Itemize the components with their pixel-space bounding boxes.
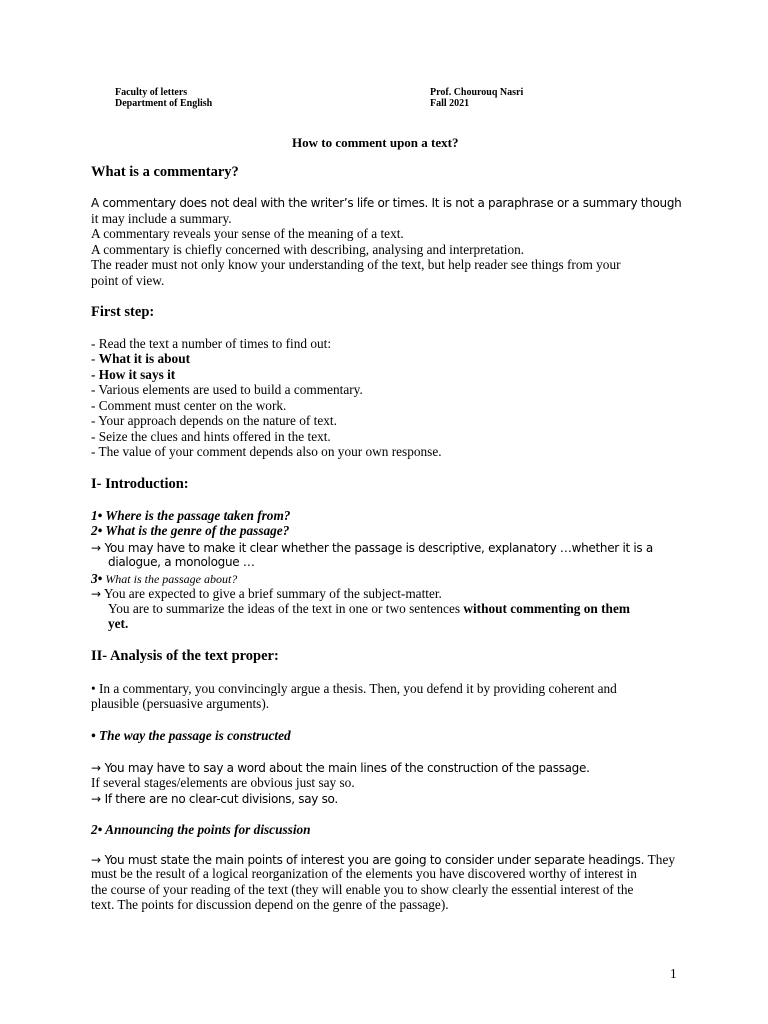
first-step-line: - Various elements are used to build a commentary. (91, 382, 363, 397)
what-it-is-about: What it is about (98, 351, 191, 366)
heading-first-step: First step: (91, 304, 155, 320)
commentary-line: A commentary reveals your sense of the meaning of a text. (91, 226, 404, 241)
commentary-line: A commentary does not deal with the writer’s life or times. It is not a paraphrase or a summary though (91, 196, 682, 210)
first-step-line: - Comment must center on the work. (91, 398, 287, 413)
construction-line (91, 790, 338, 808)
dash: - (91, 351, 99, 366)
discussion-line: the course of your reading of the text (they will enable you to show clearly the essential interest of the (91, 882, 634, 897)
intro-answer-2-cont: dialogue, a monologue … (108, 555, 255, 569)
intro-question-1: 1• Where is the passage taken from? (91, 508, 291, 523)
arrow-icon: → (91, 792, 102, 806)
header-professor: Prof. Chourouq Nasri (430, 87, 524, 98)
subheading-construction: • The way the passage is constructed (91, 728, 291, 743)
subheading-points-for-discussion: 2• Announcing the points for discussion (91, 822, 311, 837)
summary-instruction: You are to summarize the ideas of the text in one or two sentences (108, 601, 464, 616)
heading-what-is-commentary: What is a commentary? (91, 164, 239, 180)
first-step-line: - Seize the clues and hints offered in the text. (91, 429, 331, 444)
commentary-line: A commentary is chiefly concerned with describing, analysing and interpretation. (91, 242, 525, 257)
first-step-line: - The value of your comment depends also on your own response. (91, 444, 442, 459)
heading-introduction: I- Introduction: (91, 476, 189, 492)
arrow-icon: → (91, 761, 102, 775)
first-step-line: - Read the text a number of times to find out: (91, 336, 332, 351)
header-faculty: Faculty of letters (115, 87, 188, 98)
discussion-line: must be the result of a logical reorganization of the elements you have discovered worthy of interest in (91, 866, 637, 881)
first-step-line: - How it says it (91, 367, 176, 382)
intro-answer-3-text: You are expected to give a brief summary of the subject-matter. (101, 586, 442, 601)
arrow-icon: → (91, 541, 102, 555)
without-commenting: without commenting on them (463, 601, 630, 616)
header-department: Department of English (115, 98, 213, 109)
header-term: Fall 2021 (430, 98, 470, 109)
commentary-line: The reader must not only know your understanding of the text, but help reader see things from your (91, 257, 621, 272)
arrow-icon: → (91, 587, 102, 601)
heading-analysis: II- Analysis of the text proper: (91, 648, 279, 664)
page-number: 1 (670, 966, 677, 981)
first-step-line (91, 351, 190, 367)
discussion-text-they: They (647, 852, 675, 867)
q3-number: 3• (91, 571, 103, 586)
page-title: How to comment upon a text? (292, 135, 459, 150)
discussion-line: text. The points for discussion depend on the genre of the passage). (91, 897, 449, 912)
analysis-paragraph-line: plausible (persuasive arguments). (91, 696, 270, 711)
commentary-line: it may include a summary. (91, 211, 232, 226)
commentary-line: point of view. (91, 273, 165, 288)
intro-answer-3-line (108, 601, 630, 617)
discussion-text: You must state the main points of interest you are going to consider under separate headings. (101, 853, 648, 867)
intro-question-2: 2• What is the genre of the passage? (91, 523, 290, 538)
construction-text: You may have to say a word about the main lines of the construction of the passage. (101, 761, 590, 775)
arrow-icon: → (91, 853, 102, 867)
intro-answer-2-text: You may have to make it clear whether the passage is descriptive, explanatory …whether it is a (101, 541, 653, 555)
analysis-paragraph-line: • In a commentary, you convincingly argue a thesis. Then, you defend it by providing coherent and (91, 681, 617, 696)
construction-text: If there are no clear-cut divisions, say so. (101, 792, 338, 806)
intro-answer-3-yet: yet. (108, 616, 129, 631)
first-step-line: - Your approach depends on the nature of text. (91, 413, 337, 428)
construction-line: If several stages/elements are obvious just say so. (91, 775, 355, 790)
q3-text: What is the passage about? (102, 572, 238, 586)
